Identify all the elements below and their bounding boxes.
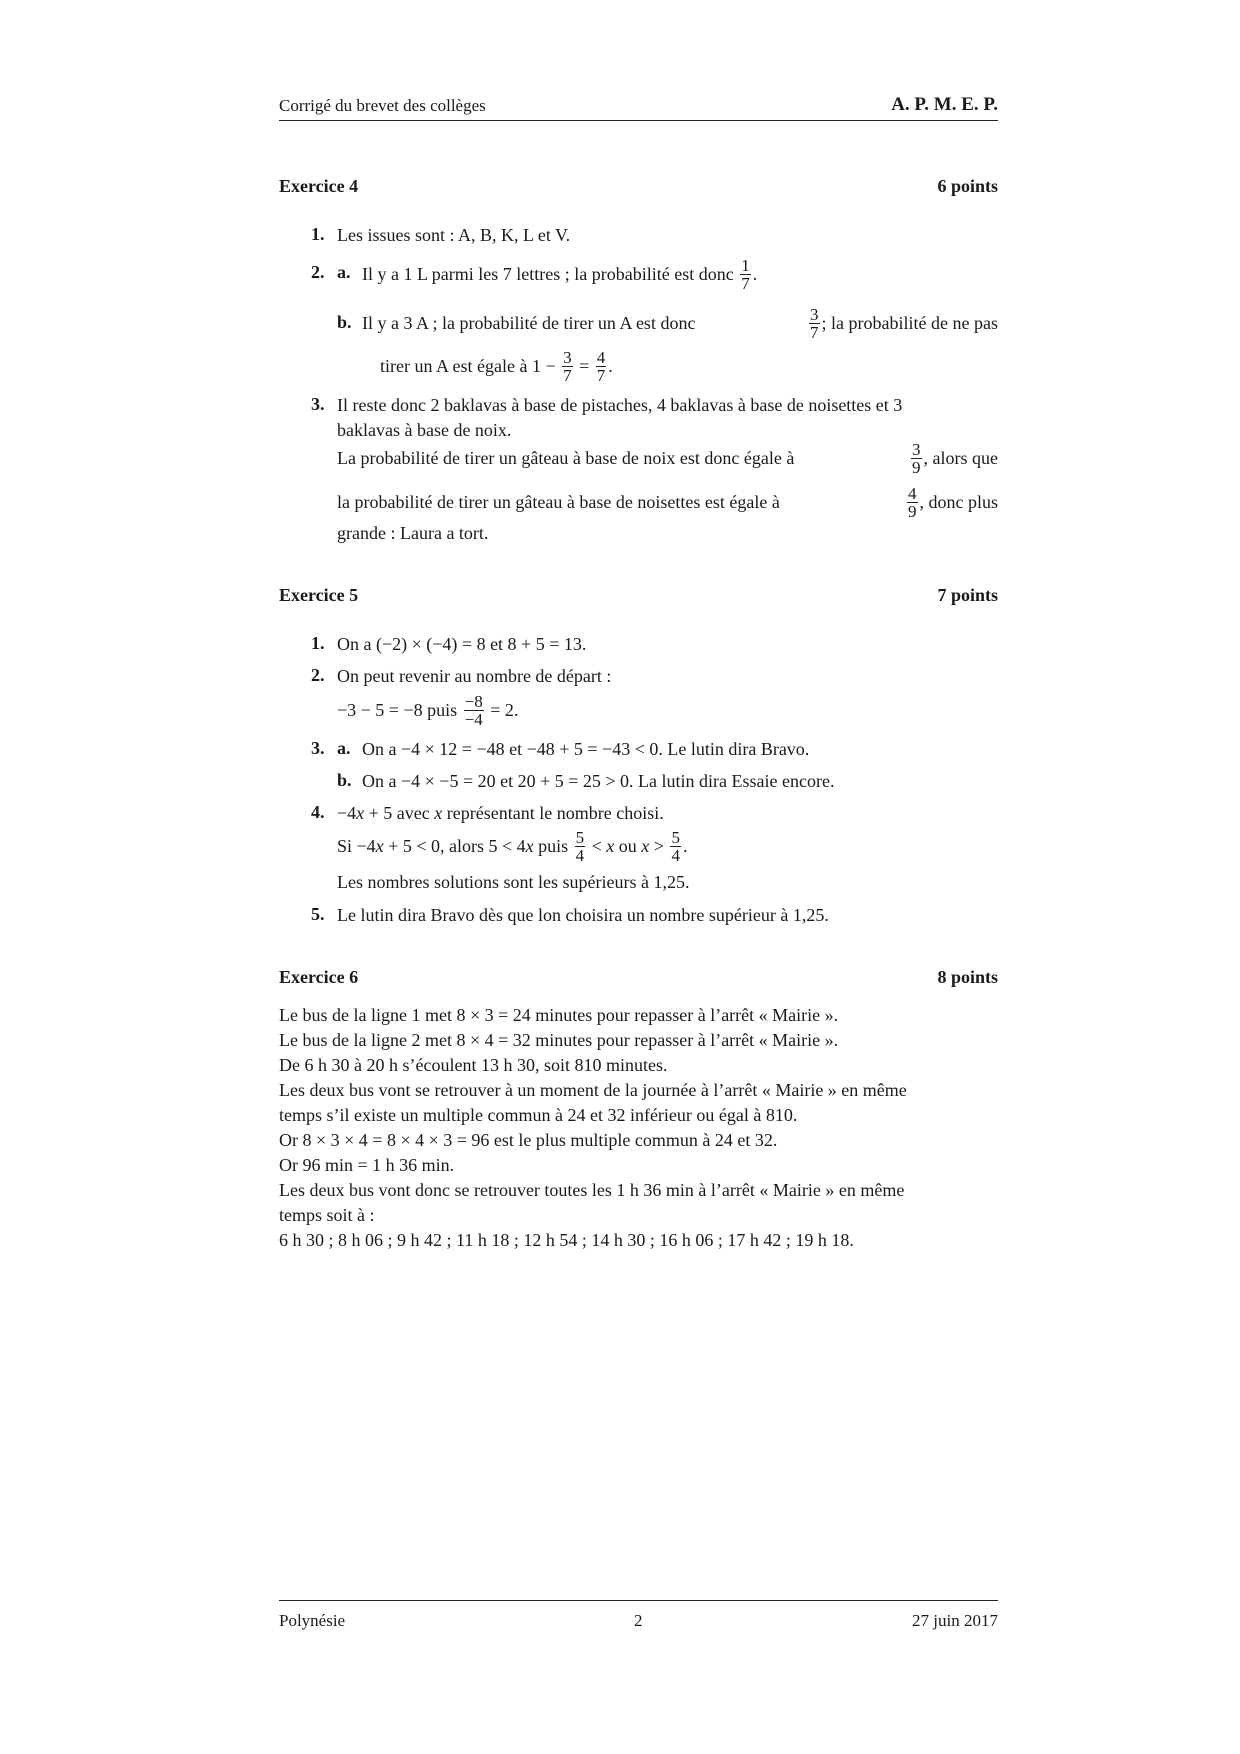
ex5-q2b: −3 − 5 = −8 puis $\frac{-8}{-4}$ = 2.: [337, 692, 519, 730]
item-number: 1.: [311, 633, 325, 653]
ex4-q2b-part2: ; la probabilité de ne pas: [821, 313, 998, 333]
ex4-q3-text3b: , alors que: [923, 448, 998, 468]
footer-date: 27 juin 2017: [912, 1611, 998, 1630]
exercise-points: 8 points: [937, 967, 998, 987]
ex6-line: temps s’il existe un multiple commun à 24 et 32 inférieur ou égal à 810.: [279, 1105, 798, 1125]
ex6-line: temps soit à :: [279, 1205, 375, 1225]
header-title: Corrigé du brevet des collèges: [279, 96, 486, 115]
ex6-line: Le bus de la ligne 1 met 8 × 3 = 24 minutes pour repasser à l’arrêt « Mairie ».: [279, 1005, 839, 1025]
ex6-line: De 6 h 30 à 20 h s’écoulent 13 h 30, soit 810 minutes.: [279, 1055, 668, 1075]
footer-location: Polynésie: [279, 1611, 346, 1630]
ex4-q3-line1: Il reste donc 2 baklavas à base de pistaches, 4 baklavas à base de noisettes et 3: [337, 395, 903, 415]
ex4-q2a: Il y a 1 L parmi les 7 lettres ; la probabilité est donc $\frac{1}{7}$ .: [362, 256, 758, 294]
ex5-q5: Le lutin dira Bravo dès que lon choisira un nombre supérieur à 1,25.: [337, 905, 829, 925]
exercise-points: 7 points: [937, 585, 998, 605]
fraction: $\frac{3}{7}$: [810, 305, 819, 343]
fraction: $\frac{1}{7}$: [741, 256, 750, 294]
fraction: $\frac{4}{7}$: [596, 348, 606, 386]
item-letter: a.: [337, 738, 351, 758]
ex6-line: 6 h 30 ; 8 h 06 ; 9 h 42 ; 11 h 18 ; 12 h 54 ; 14 h 30 ; 16 h 06 ; 17 h 42 ; 19 h 18.: [279, 1230, 854, 1250]
ex4-q3-line4: [337, 478, 998, 526]
fraction: $\frac{3}{9}$: [912, 440, 921, 478]
ex4-q2b-line2: tirer un A est égale à 1 − $\frac{3}{7}$ = $\frac{4}{7}$ .: [380, 348, 613, 386]
ex4-q2b-line1: [362, 299, 998, 347]
ex6-line: Or 8 × 3 × 4 = 8 × 4 × 3 = 96 est le plus multiple commun à 24 et 32.: [279, 1130, 778, 1150]
item-number: 5.: [311, 904, 325, 924]
ex5-q4-text: représentant le nombre choisi.: [446, 803, 664, 823]
header-org: A. P. M. E. P.: [891, 94, 998, 115]
ex4-q2b-part3: tirer un A est égale à 1 −: [380, 356, 556, 376]
item-letter: b.: [337, 312, 352, 332]
ex4-q3-text4: la probabilité de tirer un gâteau à base de noisettes est égale à: [337, 492, 780, 512]
exercise-points: 6 points: [937, 176, 998, 196]
ex4-q2b-part1: Il y a 3 A ; la probabilité de tirer un A est donc: [362, 313, 696, 333]
exercise-6-heading: [279, 967, 998, 988]
ex5-q2b-text: −3 − 5 = −8 puis: [337, 700, 458, 720]
exercise-title: Exercice 4: [279, 176, 359, 196]
ex6-line: Les deux bus vont se retrouver à un moment de la journée à l’arrêt « Mairie » en même: [279, 1080, 907, 1100]
ex6-line: Le bus de la ligne 2 met 8 × 4 = 32 minutes pour repasser à l’arrêt « Mairie ».: [279, 1030, 839, 1050]
ex5-q1: On a (−2) × (−4) = 8 et 8 + 5 = 13.: [337, 634, 587, 654]
item-number: 4.: [311, 802, 325, 822]
item-letter: b.: [337, 770, 352, 790]
item-number: 3.: [311, 738, 325, 758]
ex4-q2a-text: Il y a 1 L parmi les 7 lettres ; la probabilité est donc: [362, 264, 734, 284]
exercise-title: Exercice 6: [279, 967, 359, 987]
exercise-4-heading: [279, 176, 998, 197]
fraction: $\frac{5}{4}$: [671, 828, 680, 866]
ex4-q3-text4b: , donc plus: [919, 492, 998, 512]
ex5-q3b: On a −4 × −5 = 20 et 20 + 5 = 25 > 0. La lutin dira Essaie encore.: [362, 771, 835, 791]
exercise-title: Exercice 5: [279, 585, 359, 605]
ex5-q2: On peut revenir au nombre de départ :: [337, 666, 612, 686]
item-number: 2.: [311, 665, 325, 685]
exercise-5-heading: [279, 585, 998, 606]
page-number: 2: [634, 1611, 643, 1630]
ex4-q3-line3: [337, 434, 998, 482]
ex5-q4: −4x + 5 avec x représentant le nombre choisi.: [337, 803, 664, 823]
ex4-q3-text3: La probabilité de tirer un gâteau à base de noix est donc égale à: [337, 448, 795, 468]
fraction: $\frac{4}{9}$: [908, 484, 917, 522]
ex4-q3-line2: baklavas à base de noix.: [337, 420, 512, 440]
item-number: 3.: [311, 394, 325, 414]
item-number: 1.: [311, 224, 325, 244]
page: [279, 0, 998, 1754]
ex5-q3a: On a −4 × 12 = −48 et −48 + 5 = −43 < 0. Le lutin dira Bravo.: [362, 739, 810, 759]
page-footer: [279, 1600, 998, 1630]
item-number: 2.: [311, 262, 325, 282]
fraction: $\frac{3}{7}$: [563, 348, 572, 386]
fraction: $\frac{-8}{-4}$: [464, 692, 483, 730]
ex5-q4b: Si −4x + 5 < 0, alors 5 < 4x puis $\frac{5}{4}$ < x ou x > $\frac{5}{4}$ .: [337, 828, 688, 866]
ex4-q1: Les issues sont : A, B, K, L et V.: [337, 225, 571, 245]
ex6-line: Les deux bus vont donc se retrouver toutes les 1 h 36 min à l’arrêt « Mairie » en même: [279, 1180, 905, 1200]
ex4-q3-line5: grande : Laura a tort.: [337, 523, 489, 543]
ex5-q4c: Les nombres solutions sont les supérieurs à 1,25.: [337, 872, 690, 892]
ex6-line: Or 96 min = 1 h 36 min.: [279, 1155, 455, 1175]
fraction: $\frac{5}{4}$: [575, 828, 585, 866]
item-letter: a.: [337, 262, 351, 282]
page-header: [279, 96, 998, 121]
